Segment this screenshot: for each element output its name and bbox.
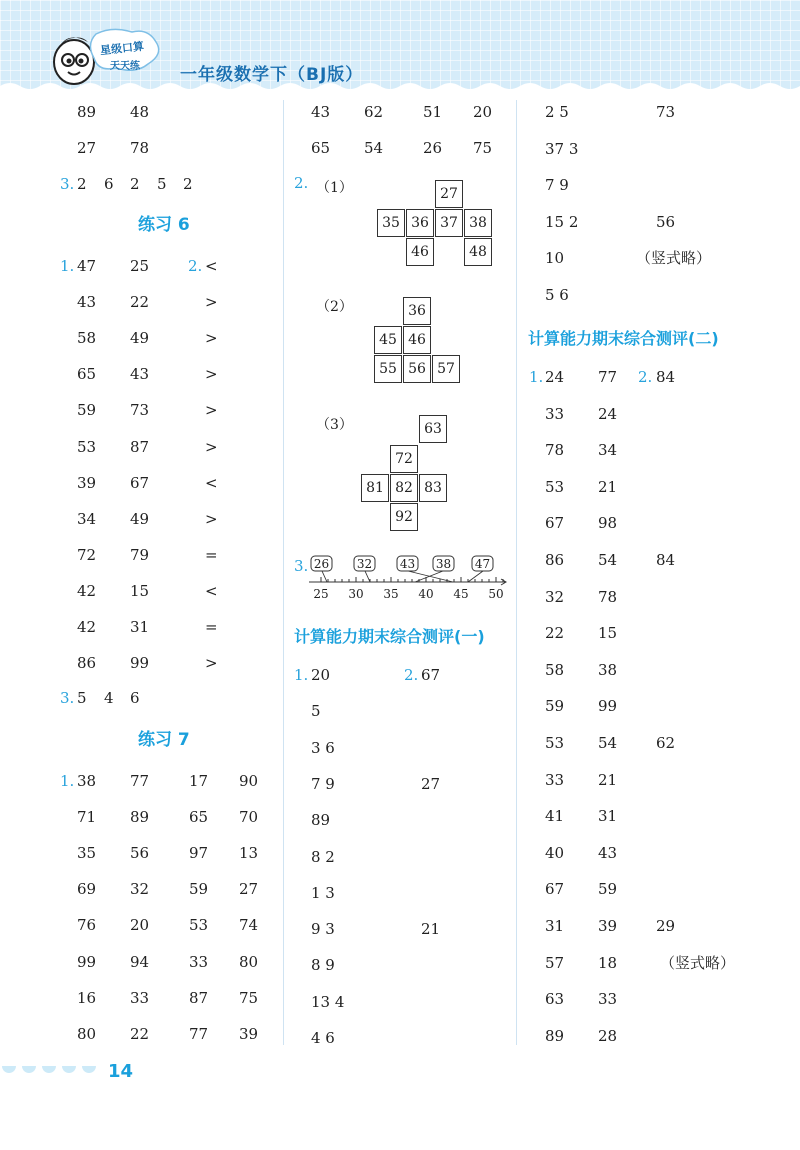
answer-value: 72	[77, 545, 97, 564]
answer-value: 84	[656, 368, 676, 386]
answer-value: 49	[130, 509, 150, 528]
number-line-tick-label: 30	[348, 587, 364, 600]
answer-value: 62	[656, 734, 676, 752]
answer-value: 21	[598, 770, 618, 789]
question-number: 1.	[60, 772, 75, 790]
answer-value: 34	[598, 441, 618, 460]
answer-value: 59	[545, 697, 565, 716]
answer-value: 3 6	[311, 738, 335, 757]
answer-value: 43	[598, 843, 618, 862]
logo-text-line1: 星级口算	[99, 39, 145, 58]
answer-value: 69	[77, 880, 97, 899]
answer-value: 79	[130, 545, 150, 564]
answer-value: 40	[545, 843, 565, 862]
comparison-sign: >	[205, 509, 218, 528]
answer-value: 53	[189, 916, 209, 935]
comparison-sign: >	[205, 437, 218, 456]
answer-value: 5	[157, 175, 167, 193]
answer-value: 59	[598, 880, 618, 899]
grid-cell: 36	[406, 209, 434, 237]
answer-value: 67	[130, 473, 150, 492]
answer-value: 35	[77, 844, 97, 863]
comparison-sign: >	[205, 365, 218, 384]
answer-value: 76	[77, 916, 97, 935]
grid-cell: 57	[432, 355, 460, 383]
comparison-sign: >	[205, 293, 218, 312]
answer-value: 99	[130, 654, 150, 673]
grid-cell: 55	[374, 355, 402, 383]
answer-value: 8 9	[311, 956, 335, 975]
answer-value: 5 6	[545, 286, 569, 304]
grid-cell: 56	[403, 355, 431, 383]
answer-value: 20	[311, 666, 331, 684]
answer-value: 39	[77, 473, 97, 492]
comparison-sign: =	[205, 545, 218, 564]
answer-value: 22	[130, 293, 150, 312]
answer-value: 31	[130, 618, 150, 636]
answer-value: 27	[421, 774, 441, 793]
answer-value: 80	[239, 952, 259, 971]
answer-value: 43	[130, 365, 150, 384]
question-number: 3.	[294, 557, 309, 575]
answer-value: 71	[77, 808, 97, 827]
answer-value: 43	[311, 103, 331, 121]
answer-value: 42	[77, 618, 97, 636]
answer-value: 16	[77, 988, 97, 1007]
grid-cell: 37	[435, 209, 463, 237]
answer-value: 89	[545, 1026, 565, 1045]
answer-value: 13	[239, 844, 259, 863]
answer-value: 13 4	[311, 992, 345, 1011]
answer-value: 99	[77, 952, 97, 971]
answer-value: 78	[130, 139, 150, 157]
answer-value: 38	[77, 772, 97, 790]
comparison-sign: <	[205, 257, 218, 275]
answer-value: 47	[77, 257, 97, 275]
answer-value: 7 9	[311, 774, 335, 793]
answer-value: 78	[545, 441, 565, 460]
question-number: 3.	[60, 689, 75, 707]
answer-value: 59	[77, 401, 97, 420]
page-dots-decoration	[0, 1060, 110, 1082]
answer-value: 39	[239, 1024, 259, 1043]
answer-value: 25	[130, 257, 150, 275]
logo-text-line2: 天天练	[110, 61, 140, 72]
answer-value: 21	[421, 920, 441, 939]
question-number: 1.	[60, 257, 75, 275]
number-line-bubble: 43	[399, 557, 416, 571]
answer-value: 32	[545, 587, 565, 606]
answer-value: 8 2	[311, 847, 335, 866]
answer-value: 31	[598, 807, 618, 826]
answer-value: 89	[311, 811, 331, 830]
answer-value: 67	[421, 666, 441, 684]
answer-value: 65	[311, 139, 331, 157]
exercise-6-title: 练习 6	[138, 215, 190, 235]
answer-value: 70	[239, 808, 259, 827]
page-number: 14	[108, 1061, 134, 1082]
grid-cell: 36	[403, 297, 431, 325]
answer-value: 74	[239, 916, 259, 935]
grid-cell: 27	[435, 180, 463, 208]
answer-value: 56	[656, 212, 676, 231]
answer-value: 27	[77, 139, 97, 157]
answer-value: （竖式略）	[636, 249, 712, 268]
question-number: 1.	[529, 368, 544, 386]
number-line-tick-label: 50	[488, 587, 504, 600]
answer-value: 54	[598, 551, 618, 569]
answer-value: 73	[130, 401, 150, 420]
grid-cell: 45	[374, 326, 402, 354]
answer-value: 67	[545, 880, 565, 899]
answer-value: 78	[598, 587, 618, 606]
answer-value: 41	[545, 807, 565, 826]
answer-value: 15 2	[545, 212, 579, 231]
answer-value: 84	[656, 551, 676, 569]
answer-value: 9 3	[311, 920, 335, 939]
grid-cell: 83	[419, 474, 447, 502]
answer-value: 65	[77, 365, 97, 384]
answer-value: 33	[598, 990, 618, 1009]
answer-value: 37 3	[545, 139, 579, 158]
number-line-tick-label: 40	[418, 587, 434, 600]
answer-value: 31	[545, 917, 565, 935]
answer-value: 7 9	[545, 176, 569, 195]
answer-value: 20	[130, 916, 150, 935]
answer-value: 48	[130, 103, 150, 121]
sub-question-label: （1）	[316, 180, 353, 196]
question-number: 2.	[404, 666, 419, 684]
answer-value: 56	[130, 844, 150, 863]
answer-value: 34	[77, 509, 97, 528]
question-number: 2.	[294, 174, 309, 192]
answer-value: 58	[545, 660, 565, 679]
answer-value: 24	[545, 368, 565, 386]
grid-cell: 82	[390, 474, 418, 502]
answer-value: 28	[598, 1026, 618, 1045]
answer-value: 97	[189, 844, 209, 863]
grid-cell: 63	[419, 415, 447, 443]
question-number: 2.	[638, 368, 653, 386]
answer-value: 4 6	[311, 1029, 335, 1047]
answer-value: 49	[130, 329, 150, 348]
number-line-tick-label: 45	[453, 587, 469, 600]
answer-value: 62	[364, 103, 384, 121]
answer-value: 75	[239, 988, 259, 1007]
answer-value: 80	[77, 1024, 97, 1043]
number-line-bubble: 26	[313, 557, 330, 571]
answer-value: 77	[130, 772, 150, 790]
answer-value: 57	[545, 953, 565, 972]
answer-value: 98	[598, 514, 618, 533]
answer-value: 89	[77, 103, 97, 121]
answer-value: 22	[130, 1024, 150, 1043]
answer-value: 15	[598, 624, 618, 643]
number-line-bubble: 38	[435, 557, 452, 571]
comparison-sign: >	[205, 654, 218, 673]
answer-value: 39	[598, 917, 618, 935]
number-line-tick-label: 25	[313, 587, 329, 600]
answer-value: 54	[364, 139, 384, 157]
answer-value: 42	[77, 581, 97, 600]
answer-value: 10	[545, 249, 565, 268]
answer-value: 17	[189, 772, 209, 790]
test-2-title: 计算能力期末综合测评(二)	[528, 329, 719, 348]
answer-value: 87	[130, 437, 150, 456]
answer-value: 22	[545, 624, 565, 643]
answer-value: 51	[423, 103, 443, 121]
answer-value: 86	[77, 654, 97, 673]
number-line-diagram	[305, 552, 510, 600]
answer-value: 21	[598, 477, 618, 496]
answer-value: （竖式略）	[660, 953, 736, 972]
number-line-bubble: 32	[356, 557, 373, 571]
question-number: 3.	[60, 175, 75, 193]
answer-value: 99	[598, 697, 618, 716]
answer-value: 33	[189, 952, 209, 971]
grid-cell: 81	[361, 474, 389, 502]
answer-value: 75	[473, 139, 493, 157]
comparison-sign: >	[205, 401, 218, 420]
sub-question-label: （3）	[316, 417, 353, 433]
answer-value: 63	[545, 990, 565, 1009]
column-divider	[283, 100, 284, 1045]
answer-value: 38	[598, 660, 618, 679]
grid-cell: 35	[377, 209, 405, 237]
answer-value: 2	[77, 175, 87, 193]
series-title: 一年级数学下（BJ版）	[180, 65, 364, 85]
answer-value: 58	[77, 329, 97, 348]
answer-value: 87	[189, 988, 209, 1007]
grid-cell: 46	[403, 326, 431, 354]
answer-value: 4	[104, 689, 114, 707]
answer-value: 26	[423, 139, 443, 157]
answer-value: 24	[598, 404, 618, 423]
grid-cell: 46	[406, 238, 434, 266]
answer-value: 67	[545, 514, 565, 533]
answer-value: 33	[545, 770, 565, 789]
answer-value: 18	[598, 953, 618, 972]
answer-value: 2 5	[545, 103, 569, 121]
column-divider	[516, 100, 517, 1045]
comparison-sign: <	[205, 581, 218, 600]
grid-cell: 92	[390, 503, 418, 531]
sub-question-label: （2）	[316, 299, 353, 315]
answer-value: 86	[545, 551, 565, 569]
answer-value: 53	[545, 477, 565, 496]
answer-value: 94	[130, 952, 150, 971]
answer-value: 90	[239, 772, 259, 790]
answer-value: 89	[130, 808, 150, 827]
number-line-tick-label: 35	[383, 587, 399, 600]
comparison-sign: =	[205, 618, 218, 636]
answer-value: 53	[77, 437, 97, 456]
answer-value: 53	[545, 734, 565, 752]
exercise-7-title: 练习 7	[138, 730, 190, 750]
answer-value: 33	[545, 404, 565, 423]
answer-value: 2	[130, 175, 140, 193]
comparison-sign: <	[205, 473, 218, 492]
answer-value: 6	[130, 689, 140, 707]
answer-value: 33	[130, 988, 150, 1007]
answer-value: 32	[130, 880, 150, 899]
answer-value: 77	[598, 368, 618, 386]
answer-value: 2	[183, 175, 193, 193]
number-line-bubble: 47	[474, 557, 491, 571]
comparison-sign: >	[205, 329, 218, 348]
answer-value: 77	[189, 1024, 209, 1043]
question-number: 2.	[188, 257, 203, 275]
grid-cell: 48	[464, 238, 492, 266]
answer-value: 65	[189, 808, 209, 827]
answer-value: 6	[104, 175, 114, 193]
answer-value: 5	[311, 702, 321, 721]
answer-value: 43	[77, 293, 97, 312]
answer-value: 5	[77, 689, 87, 707]
test-1-title: 计算能力期末综合测评(一)	[294, 627, 485, 646]
answer-value: 20	[473, 103, 493, 121]
grid-cell: 72	[390, 445, 418, 473]
question-number: 1.	[294, 666, 309, 684]
answer-value: 59	[189, 880, 209, 899]
answer-value: 73	[656, 103, 676, 121]
answer-value: 29	[656, 917, 676, 935]
answer-value: 54	[598, 734, 618, 752]
answer-value: 1 3	[311, 883, 335, 902]
answer-value: 15	[130, 581, 150, 600]
grid-cell: 38	[464, 209, 492, 237]
answer-value: 27	[239, 880, 259, 899]
